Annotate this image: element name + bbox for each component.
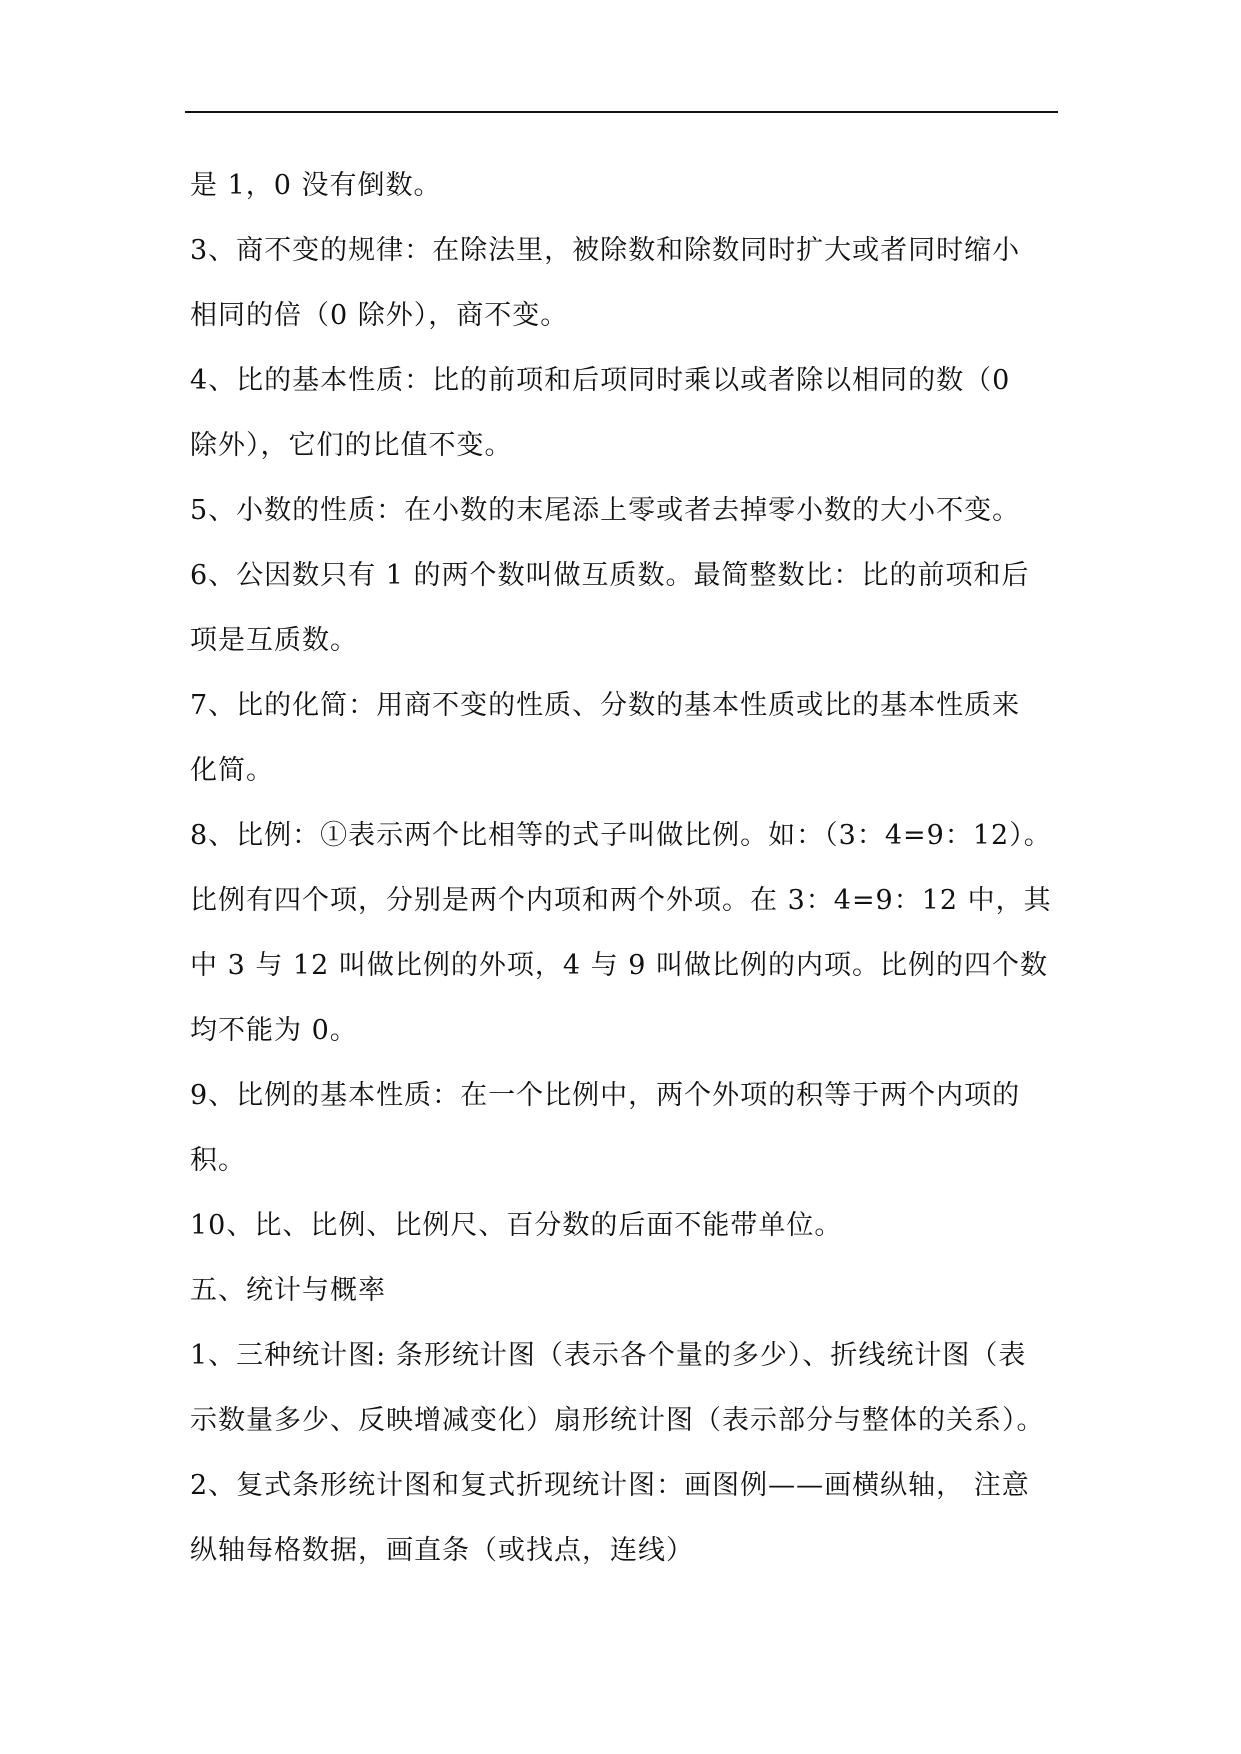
text-line: 项是互质数。 [190, 625, 358, 656]
text-line: 比例有四个项，分别是两个内项和两个外项。在 3：4=9：12 中，其 [190, 885, 1052, 916]
document-body [190, 153, 1060, 1583]
text-line: 积。 [190, 1145, 246, 1176]
text-line: 相同的倍（0 除外），商不变。 [190, 300, 569, 331]
text-line: 3、商不变的规律：在除法里，被除数和除数同时扩大或者同时缩小 [190, 235, 1021, 266]
text-line: 示数量多少、反映增减变化）扇形统计图（表示部分与整体的关系）。 [190, 1405, 1045, 1436]
text-line: 8、比例：①表示两个比相等的式子叫做比例。如：（3：4=9：12）。 [190, 820, 1052, 851]
text-line: 6、公因数只有 1 的两个数叫做互质数。最简整数比：比的前项和后 [190, 560, 1030, 591]
text-line: 2、复式条形统计图和复式折现统计图：画图例——画横纵轴， 注意 [190, 1470, 1030, 1501]
header-rule [185, 111, 1058, 113]
text-line: 9、比例的基本性质：在一个比例中，两个外项的积等于两个内项的 [190, 1080, 1021, 1111]
section-heading: 五、统计与概率 [190, 1275, 386, 1306]
text-line: 10、比、比例、比例尺、百分数的后面不能带单位。 [190, 1210, 843, 1241]
text-line: 化简。 [190, 755, 274, 786]
text-line: 是 1，0 没有倒数。 [190, 170, 442, 201]
text-line: 4、比的基本性质：比的前项和后项同时乘以或者除以相同的数（0 [190, 365, 1011, 396]
text-line: 7、比的化简：用商不变的性质、分数的基本性质或比的基本性质来 [190, 690, 1021, 721]
text-line: 5、小数的性质：在小数的末尾添上零或者去掉零小数的大小不变。 [190, 495, 1021, 526]
text-line: 1、三种统计图: 条形统计图（表示各个量的多少）、折线统计图（表 [190, 1340, 1027, 1371]
text-line: 中 3 与 12 叫做比例的外项，4 与 9 叫做比例的内项。比例的四个数 [190, 950, 1048, 981]
text-line: 除外），它们的比值不变。 [190, 430, 513, 461]
text-line: 纵轴每格数据，画直条（或找点，连线） [190, 1535, 694, 1566]
text-line: 均不能为 0。 [190, 1015, 358, 1046]
